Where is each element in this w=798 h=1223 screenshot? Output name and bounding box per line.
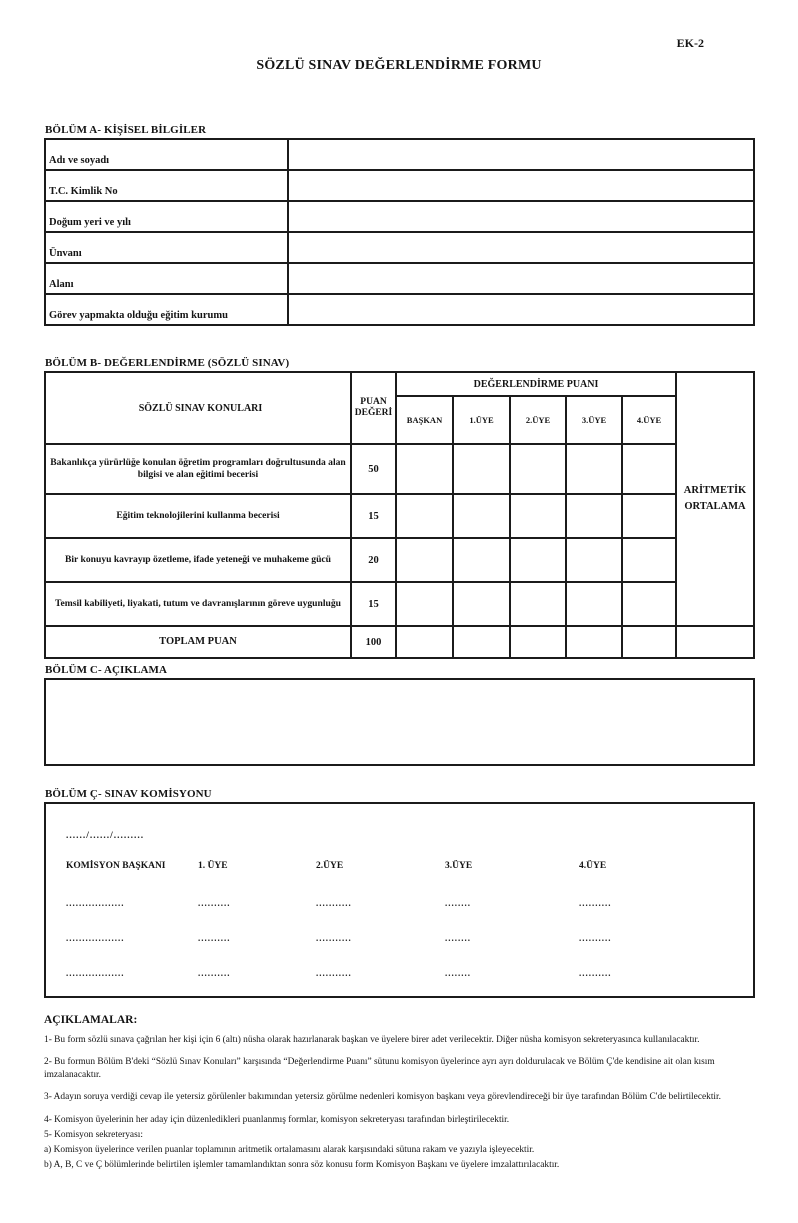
score-cell: [396, 494, 453, 538]
score-cell: [396, 582, 453, 626]
signature-dots: ...........: [316, 897, 352, 908]
score-cell: [566, 444, 622, 494]
note-item-2: 2- Bu formun Bölüm B'deki “Sözlü Sınav Konuları” karşısında “Değerlendirme Puanı” sütunu komisyon üyelerince ayrı ayrı doldurulacak ve Bölüm Ç'de kendisine ait olan kısım imzalanacaktır.: [44, 1057, 715, 1081]
score-cell: [622, 444, 676, 494]
signature-dots: ..................: [66, 897, 125, 908]
score-cell: [622, 538, 676, 582]
section-b-heading: BÖLÜM B- DEĞERLENDİRME (SÖZLÜ SINAV): [45, 357, 290, 369]
signature-dots: ........: [445, 967, 471, 978]
signature-dots: ..........: [579, 897, 612, 908]
table-row: [45, 263, 754, 294]
field-value-branch: [288, 263, 754, 294]
score-cell: [622, 494, 676, 538]
signature-dots: ..........: [579, 967, 612, 978]
member-3-label: 3.ÜYE: [445, 861, 473, 871]
note-item-5b: b) A, B, C ve Ç bölümlerinde belirtilen işlemler tamamlandıktan sonra söz konusu form Komisyon Başkanı ve üyelere imzalattırılacaktır.: [44, 1160, 560, 1171]
table-row: [45, 139, 754, 170]
section-c-heading: BÖLÜM C- AÇIKLAMA: [45, 664, 168, 676]
score-cell: [510, 494, 566, 538]
score-cell: [453, 494, 510, 538]
subject-cell: Eğitim teknolojilerini kullanma becerisi: [45, 494, 351, 538]
column-header-member-2: 2.ÜYE: [510, 396, 566, 444]
score-cell: [566, 582, 622, 626]
member-4-label: 4.ÜYE: [579, 861, 607, 871]
score-cell: [510, 626, 566, 658]
field-label-tc-id: T.C. Kimlik No: [45, 170, 288, 201]
score-cell: [453, 444, 510, 494]
field-label-institution: Görev yapmakta olduğu eğitim kurumu: [45, 294, 288, 325]
column-header-chairman: BAŞKAN: [396, 396, 453, 444]
total-point-value-cell: 100: [351, 626, 396, 658]
average-total-cell: [676, 626, 754, 658]
score-cell: [396, 626, 453, 658]
field-label-birth: Doğum yeri ve yılı: [45, 201, 288, 232]
table-row: [45, 294, 754, 325]
point-value-cell: 20: [351, 538, 396, 582]
signature-dots: ..........: [198, 897, 231, 908]
score-cell: [622, 626, 676, 658]
signature-dots: ..................: [66, 932, 125, 943]
field-value-name: [288, 139, 754, 170]
section-a-personal-info: [44, 124, 755, 326]
column-header-member-1: 1.ÜYE: [453, 396, 510, 444]
oral-exam-score-table: [44, 371, 755, 659]
score-cell: [566, 494, 622, 538]
remarks-box: [44, 678, 755, 766]
signature-dots: ..........: [579, 932, 612, 943]
commission-chairman-label: KOMİSYON BAŞKANI: [66, 861, 166, 871]
member-1-label: 1. ÜYE: [198, 861, 228, 871]
subject-cell: Bakanlıkça yürürlüğe konulan öğretim programları doğrultusunda alan bilgisi ve alan eğitimi becerisi: [45, 444, 351, 494]
signature-dots: ..................: [66, 967, 125, 978]
score-cell: [510, 582, 566, 626]
signature-dots: ..........: [198, 967, 231, 978]
annex-label: EK-2: [676, 36, 704, 50]
signature-dots: ...........: [316, 932, 352, 943]
column-header-member-3: 3.ÜYE: [566, 396, 622, 444]
section-ced-commission: [44, 788, 755, 998]
note-item-3: 3- Adayın soruya verdiği cevap ile yetersiz görülenler bakımından yetersiz görülme nedenleri komisyon başkanı veya görevlendireceği bir üye tarafından Bölüm C'de belirtilecektir.: [44, 1092, 721, 1103]
table-row: [45, 582, 754, 626]
note-item-5: 5- Komisyon sekreteryası:: [44, 1129, 143, 1140]
field-value-institution: [288, 294, 754, 325]
column-header-point-value: PUAN DEĞERİ: [351, 372, 396, 444]
field-value-birth: [288, 201, 754, 232]
table-row: [45, 494, 754, 538]
column-header-evaluation-score: DEĞERLENDİRME PUANI: [396, 372, 676, 396]
note-item-1: 1- Bu form sözlü sınava çağrılan her kişi için 6 (altı) nüsha olarak hazırlanarak başkan ve üyelere birer adet verilecektir. Diğer nüsha komisyon sekreteryasınca kullanılacaktır.: [44, 1035, 700, 1045]
score-cell: [566, 538, 622, 582]
score-cell: [566, 626, 622, 658]
signature-dots: ........: [445, 897, 471, 908]
note-item-4: 4- Komisyon üyelerinin her aday için düzenledikleri puanlanmış formlar, komisyon sekreteryası tarafından birleştirilecektir.: [44, 1114, 510, 1125]
score-cell: [453, 538, 510, 582]
score-cell: [396, 538, 453, 582]
signature-dots: ...........: [316, 967, 352, 978]
column-header-subjects: SÖZLÜ SINAV KONULARI: [45, 372, 351, 444]
subject-cell: Bir konuyu kavrayıp özetleme, ifade yeteneği ve muhakeme gücü: [45, 538, 351, 582]
date-line: ....../....../.........: [66, 831, 145, 841]
member-2-label: 2.ÜYE: [316, 861, 344, 871]
section-b-evaluation: [44, 357, 755, 659]
point-value-cell: 15: [351, 582, 396, 626]
score-cell: [453, 626, 510, 658]
table-row: [45, 444, 754, 494]
score-cell: [396, 444, 453, 494]
table-row: [45, 538, 754, 582]
commission-signature-grid: [66, 861, 753, 990]
subject-cell: Temsil kabiliyeti, liyakati, tutum ve davranışlarının göreve uygunluğu: [45, 582, 351, 626]
field-value-title: [288, 232, 754, 263]
field-label-branch: Alanı: [45, 263, 288, 294]
personal-info-table: [44, 138, 755, 326]
score-cell: [510, 444, 566, 494]
page-title: SÖZLÜ SINAV DEĞERLENDİRME FORMU: [256, 58, 542, 73]
table-row: [45, 170, 754, 201]
point-value-cell: 50: [351, 444, 396, 494]
total-row: [45, 626, 754, 658]
section-a-heading: BÖLÜM A- KİŞİSEL BİLGİLER: [45, 124, 207, 136]
point-value-cell: 15: [351, 494, 396, 538]
total-label-cell: TOPLAM PUAN: [45, 626, 351, 658]
table-row: [45, 232, 754, 263]
table-row: [45, 201, 754, 232]
column-header-member-4: 4.ÜYE: [622, 396, 676, 444]
score-cell: [510, 538, 566, 582]
header-row-1: [45, 372, 754, 396]
signature-dots: ........: [445, 932, 471, 943]
score-cell: [453, 582, 510, 626]
explanations-section: [44, 1014, 755, 1174]
field-label-title: Ünvanı: [45, 232, 288, 263]
explanations-heading: AÇIKLAMALAR:: [44, 1014, 138, 1026]
column-header-arithmetic-average: ARİTMETİK ORTALAMA: [676, 372, 754, 626]
field-label-name: Adı ve soyadı: [45, 139, 288, 170]
section-ced-heading: BÖLÜM Ç- SINAV KOMİSYONU: [45, 788, 212, 800]
field-value-tc-id: [288, 170, 754, 201]
commission-box: [44, 802, 755, 998]
score-cell: [622, 582, 676, 626]
signature-dots: ..........: [198, 932, 231, 943]
note-item-5a: a) Komisyon üyelerince verilen puanlar toplamının aritmetik ortalamasını alarak karşısındaki sütuna rakam ve yazıyla işleyecektir.: [44, 1144, 535, 1155]
section-c-remarks: [44, 664, 755, 766]
